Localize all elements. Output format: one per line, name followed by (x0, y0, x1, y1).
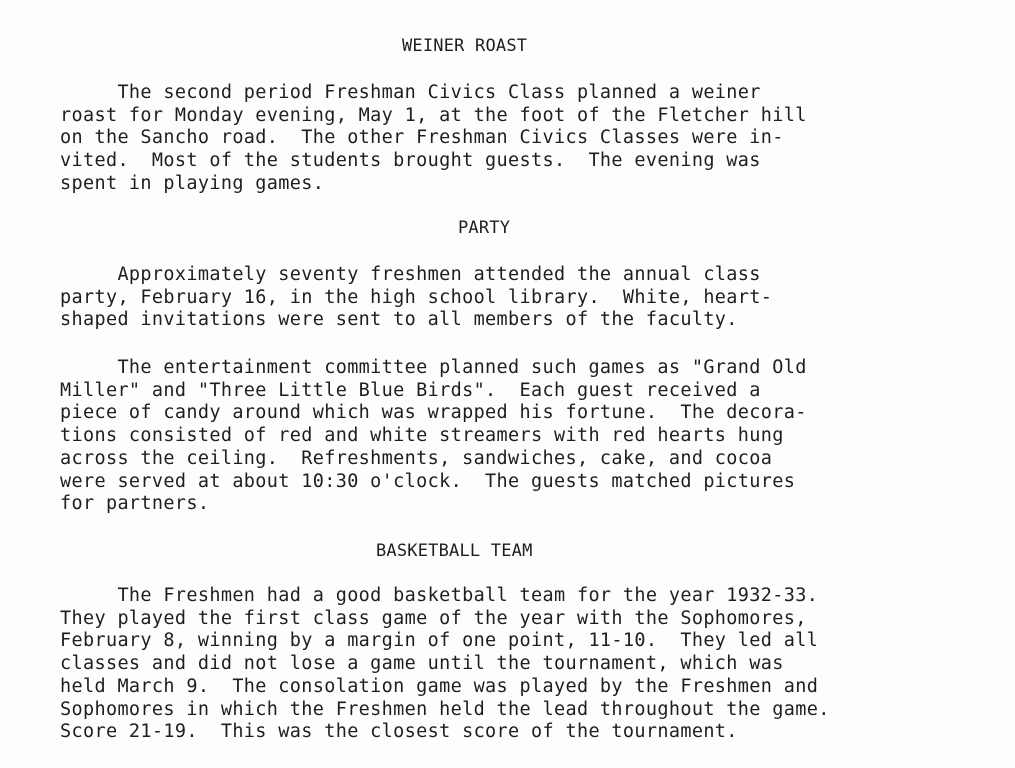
party-paragraph-1 (60, 264, 772, 332)
text-line: The Freshmen had a good basketball team for the year 1932-33. (60, 585, 819, 606)
text-line: for partners. (60, 493, 210, 515)
text-line: on the Sancho road. The other Freshman Civics Classes were in- (60, 127, 784, 149)
text-line: shaped invitations were sent to all members of the faculty. (60, 309, 738, 331)
text-line: spent in playing games. (60, 172, 325, 194)
text-line: party, February 16, in the high school library. White, heart- (60, 286, 773, 308)
text-line: Score 21-19. This was the closest score of the tournament. (60, 721, 738, 743)
weiner-roast-paragraph (60, 82, 807, 196)
text-line: piece of candy around which was wrapped his fortune. The decora- (60, 402, 807, 424)
text-line: February 8, winning by a margin of one point, 11-10. They led all (60, 630, 819, 652)
text-line: across the ceiling. Refreshments, sandwiches, cake, and cocoa (60, 447, 773, 469)
text-line: The second period Freshman Civics Class planned a weiner (60, 82, 761, 103)
text-line: classes and did not lose a game until the tournament, which was (60, 653, 784, 675)
text-line: vited. Most of the students brought guests. The evening was (60, 150, 761, 172)
basketball-team-paragraph (60, 585, 830, 744)
text-line: They played the first class game of the year with the Sophomores, (60, 607, 807, 629)
text-line: roast for Monday evening, May 1, at the foot of the Fletcher hill (60, 104, 807, 126)
text-line: held March 9. The consolation game was played by the Freshmen and (60, 675, 819, 697)
text-line: were served at about 10:30 o'clock. The guests matched pictures (60, 470, 796, 492)
party-paragraph-2 (60, 357, 807, 516)
party-heading: PARTY (458, 218, 511, 238)
basketball-team-heading: BASKETBALL TEAM (376, 541, 533, 561)
text-line: tions consisted of red and white streamers with red hearts hung (60, 425, 784, 447)
text-line: The entertainment committee planned such games as "Grand Old (60, 357, 807, 378)
text-line: Approximately seventy freshmen attended the annual class (60, 264, 761, 285)
text-line: Miller" and "Three Little Blue Birds". Each guest received a (60, 379, 761, 401)
text-line: Sophomores in which the Freshmen held the lead throughout the game. (60, 698, 830, 720)
weiner-roast-heading: WEINER ROAST (402, 36, 528, 56)
